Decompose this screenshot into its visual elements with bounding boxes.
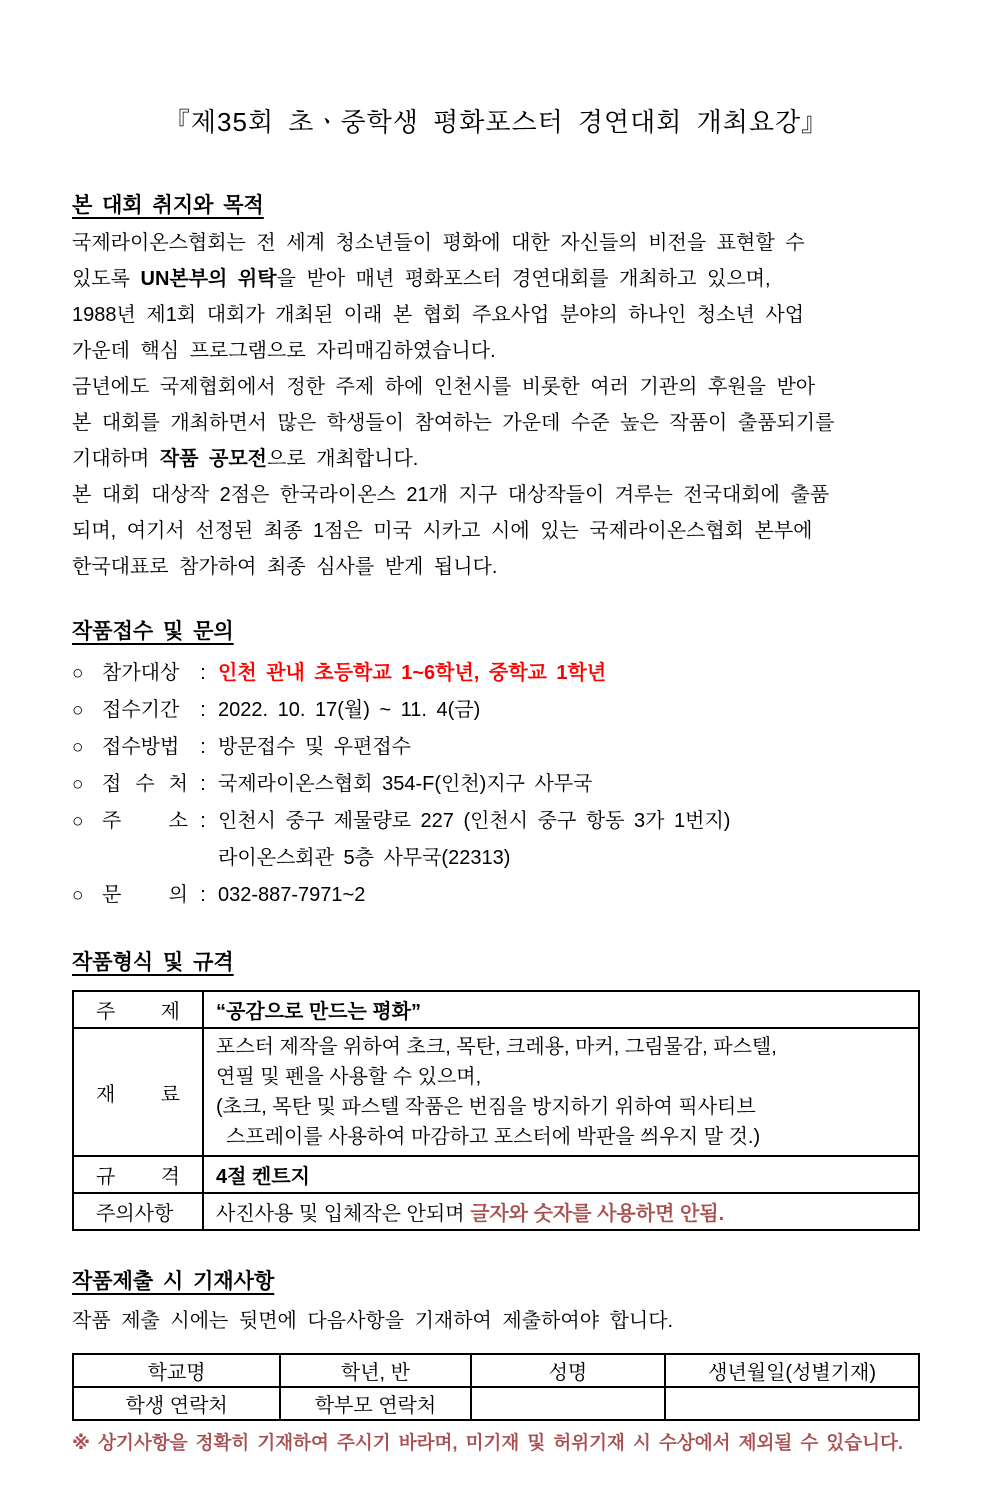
topic-label-cell: [73, 991, 203, 1028]
format-table: [72, 990, 920, 1231]
caution-value-pre: 사진사용 및 입체작은 안되며: [216, 1203, 471, 1225]
contact-heading: 작품접수 및 문의: [72, 620, 234, 643]
period-value: 2022. 10. 17(월) ~ 11. 4(금): [218, 699, 481, 721]
item-colon: :: [200, 810, 206, 832]
item-colon: :: [200, 773, 206, 795]
cell-empty: [471, 1387, 666, 1420]
item-label: 접 수 처: [102, 773, 188, 795]
contact-list: [72, 655, 920, 914]
item-colon: :: [200, 884, 206, 906]
cell-parent-contact: 학부모 연락처: [280, 1387, 470, 1420]
spec-value-cell: [203, 1156, 919, 1193]
line-post: 을 받아 매년 평화포스터 경연대회를 개최하고 있으며,: [276, 268, 771, 290]
circle-bullet-icon: ○: [72, 663, 84, 684]
circle-bullet-icon: ○: [72, 811, 84, 832]
caution-label: 주의사항: [96, 1203, 174, 1225]
bold-phrase-exhibition: 작품 공모전: [159, 448, 268, 470]
page-title: 『제35회 초ㆍ중학생 평화포스터 경연대회 개최요강』: [163, 107, 829, 137]
submit-table: [72, 1353, 920, 1421]
footer-warning-note: ※ 상기사항을 정확히 기재하여 주시기 바라며, 미기재 및 허위기재 시 수상에서 제외될 수 있습니다.: [72, 1432, 904, 1453]
spec-label-cell: [73, 1156, 203, 1193]
material-line: 연필 및 펜을 사용할 수 있으며,: [216, 1066, 482, 1088]
paragraph-line: 가운데 핵심 프로그램으로 자리매김하였습니다.: [72, 340, 496, 362]
topic-value: “공감으로 만드는 평화”: [216, 1001, 421, 1023]
section-submit: [72, 1265, 920, 1455]
paragraph-line: 본 대회를 개최하면서 많은 학생들이 참여하는 가운데 수준 높은 작품이 출품되기를: [72, 412, 835, 434]
format-row-material: [73, 1028, 919, 1156]
format-row-topic: [73, 991, 919, 1028]
spec-value: 4절 켄트지: [216, 1166, 310, 1188]
item-label: 문 의: [102, 884, 188, 906]
paragraph-line: 금년에도 국제협회에서 정한 주제 하에 인천시를 비롯한 여러 기관의 후원을 받아: [72, 376, 816, 398]
address-value-line2: 라이온스회관 5층 사무국(22313): [218, 847, 511, 869]
list-item-period: [72, 692, 920, 729]
inquiry-phone-value: 032-887-7971~2: [218, 884, 366, 906]
spec-label: 규 격: [96, 1166, 180, 1188]
cell-student-contact: 학생 연락처: [73, 1387, 280, 1420]
item-colon: :: [200, 699, 206, 721]
format-row-caution: [73, 1193, 919, 1230]
material-line: 포스터 제작을 위하여 초크, 목탄, 크레용, 마커, 그림물감, 파스텔,: [216, 1036, 777, 1058]
item-label: 접수기간: [102, 699, 180, 721]
paragraph-line: 본 대회 대상작 2점은 한국라이온스 21개 지구 대상작들이 겨루는 전국대회에 출품: [72, 484, 830, 506]
item-label: 주 소: [102, 810, 188, 832]
caution-value-warning: 글자와 숫자를 사용하면 안됨.: [470, 1203, 725, 1225]
material-line: 스프레이를 사용하여 마감하고 포스터에 박판을 씌우지 말 것.): [226, 1126, 761, 1148]
line-pre: 있도록: [72, 268, 141, 290]
list-item-place: [72, 766, 920, 803]
list-item-inquiry: [72, 877, 920, 914]
cell-grade-class: 학년, 반: [280, 1354, 470, 1387]
bold-phrase-un-mandate: UN본부의 위탁: [140, 268, 277, 290]
paragraph-line: 1988년 제1회 대회가 개최된 이래 본 협회 주요사업 분야의 하나인 청소년 사업: [72, 304, 805, 326]
list-item-method: [72, 729, 920, 766]
item-colon: :: [200, 662, 206, 684]
material-label-cell: [73, 1028, 203, 1156]
list-item-address: [72, 803, 920, 840]
item-colon: :: [200, 736, 206, 758]
line-pre: 기대하며: [72, 448, 160, 470]
section-contact: [72, 615, 920, 914]
paragraph-line: 되며, 여기서 선정된 최종 1점은 미국 시카고 시에 있는 국제라이온스협회 본부에: [72, 520, 813, 542]
caution-label-cell: [73, 1193, 203, 1230]
cell-school-name: 학교명: [73, 1354, 280, 1387]
purpose-paragraph: [72, 225, 920, 585]
material-value-cell: [203, 1028, 919, 1156]
cell-name: 성명: [471, 1354, 666, 1387]
submit-table-row1: [73, 1354, 919, 1387]
caution-value-cell: [203, 1193, 919, 1230]
submit-heading: 작품제출 시 기재사항: [72, 1270, 275, 1293]
list-item-address-line2: [72, 840, 920, 877]
submit-table-row2: [73, 1387, 919, 1420]
submit-intro: 작품 제출 시에는 뒷면에 다음사항을 기재하여 제출하여야 합니다.: [72, 1310, 674, 1332]
paragraph-line: [72, 441, 920, 477]
topic-label: 주 제: [96, 1001, 180, 1023]
circle-bullet-icon: ○: [72, 700, 84, 721]
material-line: (초크, 목탄 및 파스텔 작품은 번짐을 방지하기 위하여 픽사티브: [216, 1096, 756, 1118]
address-value: 인천시 중구 제물량로 227 (인천시 중구 항동 3가 1번지): [218, 810, 731, 832]
format-heading: 작품형식 및 규격: [72, 951, 234, 974]
paragraph-line: 국제라이온스협회는 전 세계 청소년들이 평화에 대한 자신들의 비전을 표현할 수: [72, 232, 805, 254]
paragraph-line: [72, 261, 920, 297]
section-format: [72, 946, 920, 1231]
paragraph-line: 한국대표로 참가하여 최종 심사를 받게 됩니다.: [72, 556, 498, 578]
material-label: 재 료: [96, 1083, 180, 1106]
cell-empty: [665, 1387, 919, 1420]
place-value: 국제라이온스협회 354-F(인천)지구 사무국: [218, 773, 593, 795]
topic-value-cell: [203, 991, 919, 1028]
circle-bullet-icon: ○: [72, 774, 84, 795]
method-value: 방문접수 및 우편접수: [218, 736, 411, 758]
list-item-eligibility: [72, 655, 920, 692]
section-purpose: [72, 189, 920, 585]
format-row-spec: [73, 1156, 919, 1193]
document-page: [0, 102, 992, 1455]
eligibility-value: 인천 관내 초등학교 1~6학년, 중학교 1학년: [218, 662, 607, 684]
purpose-heading: 본 대회 취지와 목적: [72, 194, 264, 217]
item-label: 접수방법: [102, 736, 180, 758]
line-post: 으로 개최합니다.: [267, 448, 419, 470]
item-label: 참가대상: [102, 662, 180, 684]
circle-bullet-icon: ○: [72, 885, 84, 906]
circle-bullet-icon: ○: [72, 737, 84, 758]
cell-birthdate: 생년월일(성별기재): [665, 1354, 919, 1387]
